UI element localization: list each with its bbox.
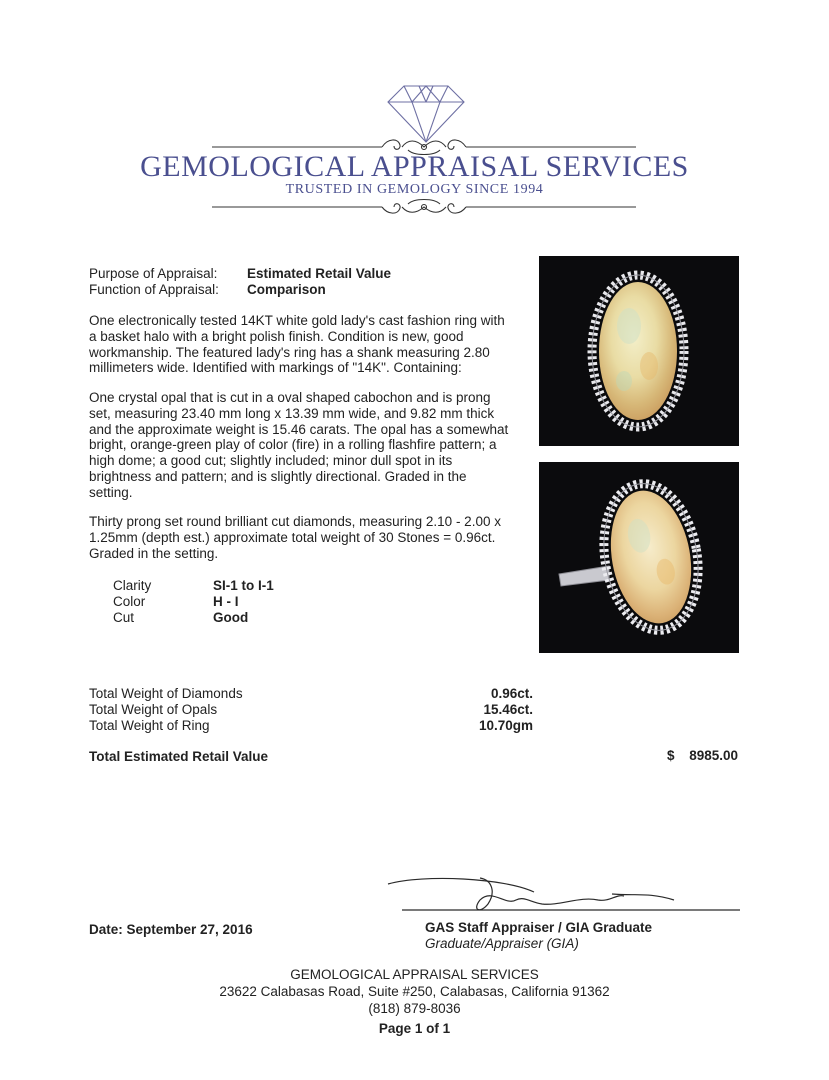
spec-value: SI-1 to I-1 bbox=[213, 578, 274, 593]
spec-row-cut bbox=[113, 610, 248, 625]
retail-value-label: Total Estimated Retail Value bbox=[89, 749, 269, 764]
function-row bbox=[89, 282, 326, 297]
spec-row-color bbox=[113, 594, 239, 609]
opal-description: One crystal opal that is cut in a oval shaped cabochon and is prong set, measuring 23.40 mm long x 13.39 mm wide, and 9.82 mm thick and the approximate weight is 15.46 carats. The opal has a somewhat bright, orange-green play of color (fire) in a rolling flashfire pattern; a high dome; a good cut; slightly included; minor dull spot in its brightness and pattern; and is slightly directional. Graded in the setting. bbox=[89, 390, 509, 500]
page-number: Page 1 of 1 bbox=[378, 1021, 451, 1036]
spec-row-clarity bbox=[113, 578, 274, 593]
spec-value: Good bbox=[213, 610, 249, 625]
ring-description: One electronically tested 14KT white gold lady's cast fashion ring with a basket halo with a bright polish finish. Condition is new, good workmanship. The featured lady's ring has a shank measuring 2.80 millimeters wide. Identified with markings of "14K". Containing: bbox=[89, 313, 505, 376]
diamonds-description: Thirty prong set round brilliant cut diamonds, measuring 2.10 - 2.00 x 1.25mm (depth est.) approximate total weight of 30 Stones = 0.96ct. Graded in the setting. bbox=[89, 514, 501, 561]
spec-label: Color bbox=[113, 594, 146, 609]
retail-value: 8985.00 bbox=[689, 748, 738, 763]
appraiser-title: GAS Staff Appraiser / GIA Graduate bbox=[425, 920, 653, 935]
spec-value: H - I bbox=[213, 594, 239, 609]
retail-currency: $ bbox=[667, 748, 675, 763]
diamond-logo-icon bbox=[386, 82, 466, 144]
appraiser-subtitle: Graduate/Appraiser (GIA) bbox=[425, 936, 579, 951]
total-diamonds-label: Total Weight of Diamonds bbox=[89, 686, 243, 701]
signature-icon bbox=[384, 870, 744, 918]
total-opals-value: 15.46ct. bbox=[483, 702, 533, 717]
purpose-row bbox=[89, 266, 391, 281]
total-ring-label: Total Weight of Ring bbox=[89, 718, 210, 733]
spec-label: Cut bbox=[113, 610, 135, 625]
ring-photo-top bbox=[539, 256, 739, 446]
ring-photo-angle bbox=[539, 462, 739, 653]
total-diamonds-value: 0.96ct. bbox=[490, 686, 533, 701]
footer-phone: (818) 879-8036 bbox=[368, 1001, 461, 1016]
total-ring-value: 10.70gm bbox=[478, 718, 533, 733]
footer-address: 23622 Calabasas Road, Suite #250, Calabasas, California 91362 bbox=[219, 984, 610, 999]
company-tagline: TRUSTED IN GEMOLOGY SINCE 1994 bbox=[285, 182, 544, 197]
total-opals-label: Total Weight of Opals bbox=[89, 702, 218, 717]
company-title: GEMOLOGICAL APPRAISAL SERVICES bbox=[140, 150, 689, 183]
purpose-label: Purpose of Appraisal: bbox=[89, 266, 218, 281]
opal-ring-angle-icon bbox=[539, 462, 739, 653]
function-label: Function of Appraisal: bbox=[89, 282, 219, 297]
opal-ring-top-icon bbox=[539, 256, 739, 446]
appraisal-date: Date: September 27, 2016 bbox=[89, 922, 253, 937]
function-value: Comparison bbox=[247, 282, 326, 297]
spec-label: Clarity bbox=[113, 578, 152, 593]
footer-company: GEMOLOGICAL APPRAISAL SERVICES bbox=[290, 967, 539, 982]
flourish-bottom-icon bbox=[212, 198, 636, 218]
purpose-value: Estimated Retail Value bbox=[247, 266, 392, 281]
